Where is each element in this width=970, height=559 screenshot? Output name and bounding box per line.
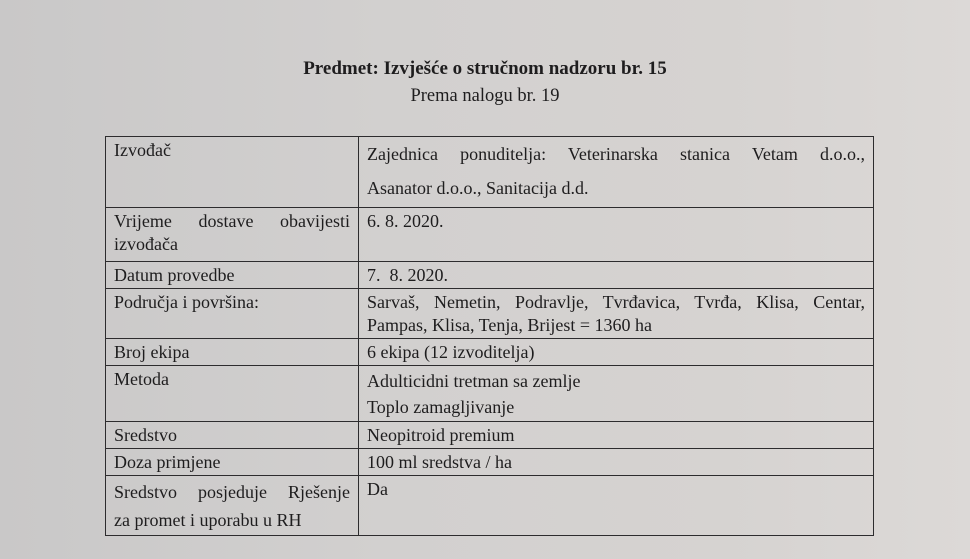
document-title: Predmet: Izvješće o stručnom nadzoru br. 15: [303, 58, 667, 79]
table-row: [106, 137, 874, 208]
table-row: [106, 476, 874, 536]
row-label: Sredstvo posjeduje Rješenje za promet i uporabu u RH: [106, 476, 359, 536]
row-value: Zajednica ponuditelja: Veterinarska stanica Vetam d.o.o., Asanator d.o.o., Sanitacija d.d.: [359, 137, 874, 208]
row-label: Vrijeme dostave obavijesti izvođača: [106, 208, 359, 262]
row-label: Doza primjene: [106, 449, 359, 476]
table-row: [106, 366, 874, 422]
row-value: 100 ml sredstva / ha: [359, 449, 874, 476]
row-label: Sredstvo: [106, 422, 359, 449]
row-value: Adulticidni tretman sa zemlje Toplo zamagljivanje: [359, 366, 874, 422]
row-value: 6. 8. 2020.: [359, 208, 874, 262]
row-label: Broj ekipa: [106, 339, 359, 366]
row-value: 7. 8. 2020.: [359, 262, 874, 289]
table-row: [106, 339, 874, 366]
row-label: Izvođač: [106, 137, 359, 208]
row-value: 6 ekipa (12 izvoditelja): [359, 339, 874, 366]
row-value: Da: [359, 476, 874, 536]
table-row: [106, 449, 874, 476]
row-label: Datum provedbe: [106, 262, 359, 289]
table-row: [106, 289, 874, 339]
document-subtitle: Prema nalogu br. 19: [410, 86, 560, 106]
row-value: Sarvaš, Nemetin, Podravlje, Tvrđavica, Tvrđa, Klisa, Centar, Pampas, Klisa, Tenja, Brijest = 1360 ha: [359, 289, 874, 339]
table-row: [106, 208, 874, 262]
table-row: [106, 422, 874, 449]
table-row: [106, 262, 874, 289]
report-table: [105, 136, 874, 536]
row-label: Metoda: [106, 366, 359, 422]
row-value: Neopitroid premium: [359, 422, 874, 449]
row-label: Područja i površina:: [106, 289, 359, 339]
